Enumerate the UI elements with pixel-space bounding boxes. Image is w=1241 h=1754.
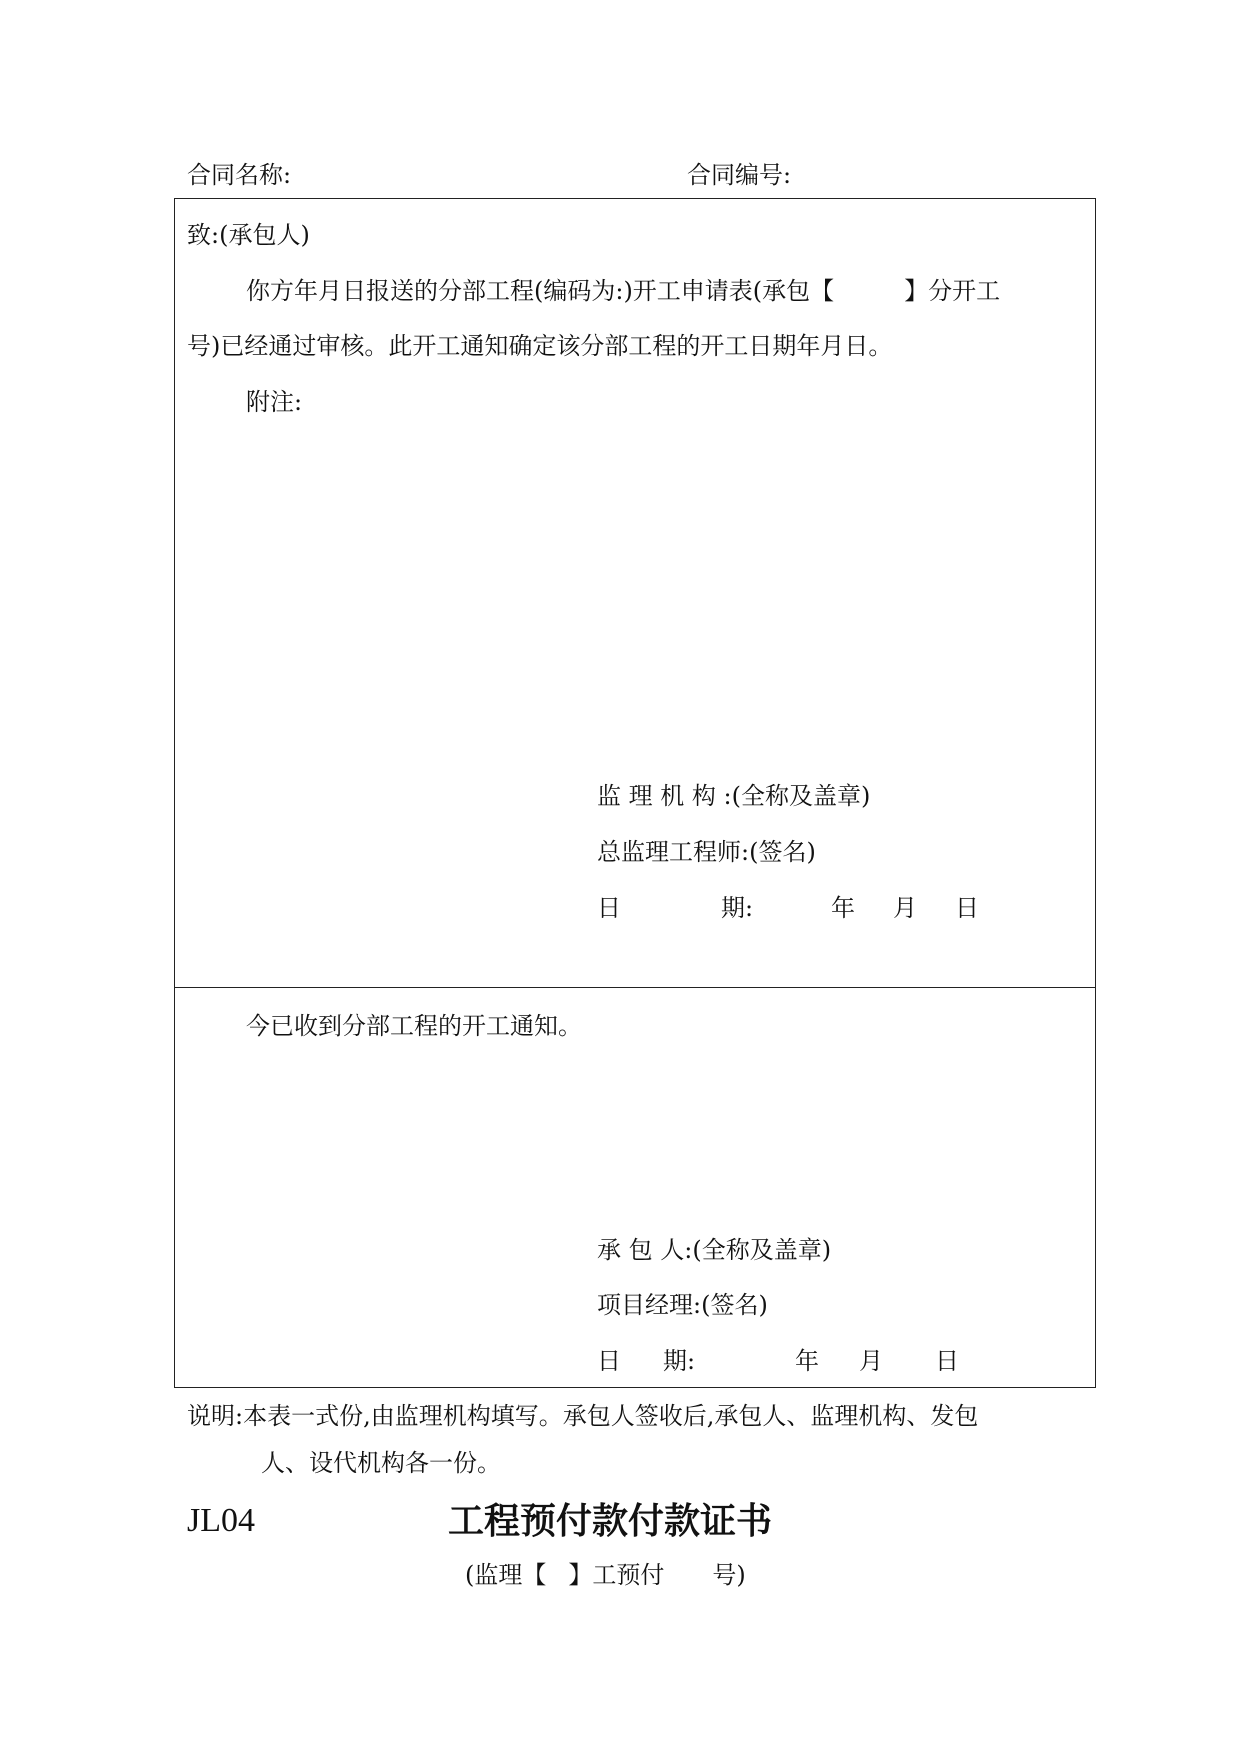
date-label: 日 bbox=[597, 894, 621, 922]
remark-label: 附注: bbox=[246, 388, 303, 416]
addressee-line: 致:(承包人) bbox=[187, 221, 310, 249]
date-year-label: 年 bbox=[795, 1347, 819, 1375]
form-subtitle-part-3: 号) bbox=[712, 1561, 746, 1589]
date-day-label: 日 bbox=[935, 1347, 959, 1375]
date-year-label: 年 bbox=[831, 894, 855, 922]
contract-number-label: 合同编号: bbox=[687, 161, 792, 189]
date-month-label: 月 bbox=[893, 894, 917, 922]
date-day-label: 日 bbox=[955, 894, 979, 922]
notice-body-line-2: 号)已经通过审核。此开工通知确定该分部工程的开工日期年月日。 bbox=[187, 332, 893, 360]
form-title: 工程预付款付款证书 bbox=[448, 1500, 773, 1542]
start-notice-form-table bbox=[174, 198, 1096, 1388]
form-code: JL04 bbox=[187, 1502, 255, 1539]
date-period-label: 期: bbox=[721, 894, 754, 922]
date-period-label: 期: bbox=[663, 1347, 696, 1375]
received-notice-text: 今已收到分部工程的开工通知。 bbox=[246, 1012, 582, 1040]
notice-body-line-1-text: 你方年月日报送的分部工程(编码为:)开工申请表(承包【 bbox=[246, 277, 835, 305]
form-subtitle-part-1: (监理【 bbox=[465, 1561, 547, 1589]
form-subtitle-part-2: 】工预付 bbox=[568, 1561, 665, 1589]
notice-body-line-1-tail: 】分开工 bbox=[904, 277, 1001, 305]
contractor-line: 承 包 人:(全称及盖章) bbox=[597, 1236, 832, 1264]
date-label: 日 bbox=[597, 1347, 621, 1375]
supervisor-org-line: 监 理 机 构 :(全称及盖章) bbox=[597, 782, 871, 810]
chief-engineer-line: 总监理工程师:(签名) bbox=[597, 838, 816, 866]
contract-name-label: 合同名称: bbox=[187, 161, 292, 189]
explanation-line-1: 说明:本表一式份,由监理机构填写。承包人签收后,承包人、监理机构、发包 bbox=[187, 1402, 979, 1430]
date-month-label: 月 bbox=[859, 1347, 883, 1375]
section-divider bbox=[175, 987, 1095, 988]
explanation-line-2: 人、设代机构各一份。 bbox=[261, 1449, 501, 1477]
project-manager-line: 项目经理:(签名) bbox=[597, 1291, 768, 1319]
form-subtitle bbox=[465, 1560, 746, 1590]
notice-body-line-1 bbox=[246, 276, 1000, 306]
